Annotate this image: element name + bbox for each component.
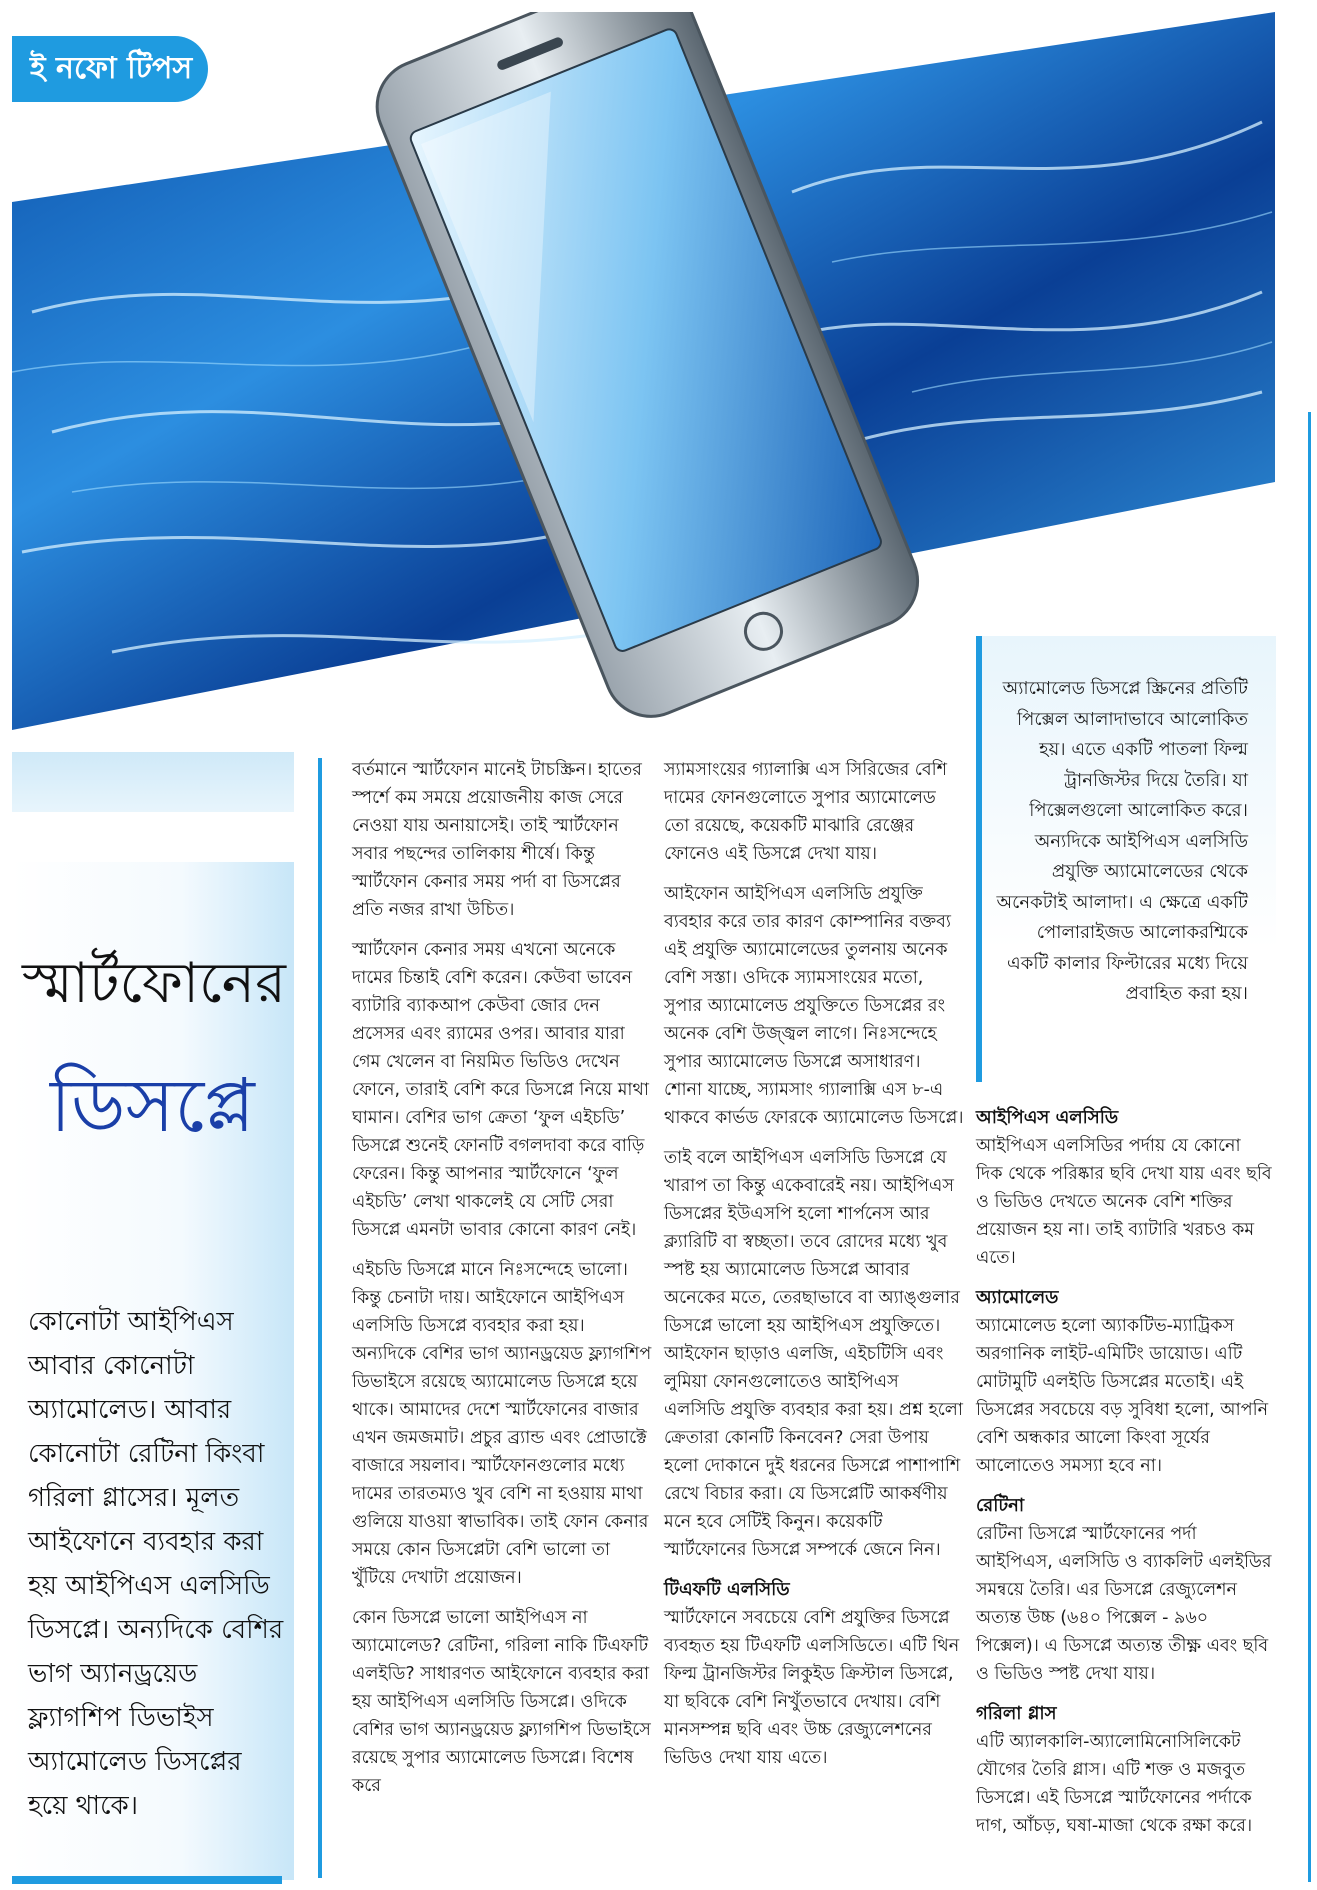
paragraph: তাই বলে আইপিএস এলসিডি ডিসপ্লে যে খারাপ তা কিন্তু একেবারেই নয়। আইপিএস ডিসপ্লের ইউএসপি হলো শার্পনেস আর ক্ল্যারিটি বা স্বচ্ছতা। তবে রোদের মধ্যে খুব স্পষ্ট হয় অ্যামোলেড ডিসপ্লে আবার অনেকের মতে, তেরছাভাবে বা অ্যাঙ্গুলার ডিসপ্লে ভালো হয় আইপিএস প্রযুক্তিতে। আইফোন ছাড়াও এলজি, এইচটিসি এবং লুমিয়া ফোনগুলোতেও আইপিএস এলসিডি প্রযুক্তি ব্যবহার করা হয়। প্রশ্ন হলো ক্রেতারা কোনটি কিনবেন? সেরা উপায় হলো দোকানে দুই ধরনের ডিসপ্লে পাশাপাশি রেখে বিচার করা। যে ডিসপ্লেটি আকর্ষণীয় মনে হবে সেটিই কিনুন। কয়েকটি স্মার্টফোনের ডিসপ্লে সম্পর্কে জেনে নিন। — [664, 1148, 963, 1560]
section-badge: ই নফো টিপস — [12, 36, 208, 102]
subheading-tft: টিএফটি এলসিডি — [664, 1579, 790, 1600]
subheading-retina: রেটিনা — [976, 1495, 1025, 1516]
column-divider — [318, 758, 322, 1878]
subheading-gorilla: গরিলা গ্লাস — [976, 1703, 1057, 1724]
intro-text: কোনোটা আইপিএস আবার কোনোটা অ্যামোলেড। আবার কোনোটা রেটিনা কিংবা গরিলা গ্লাসের। মূলত আইফোনে ব্যবহার করা হয় আইপিএস এলসিডি ডিসপ্লে। অন্যদিকে বেশির ভাগ অ্যানড্রয়েড ফ্ল্যাগশিপ ডিভাইস অ্যামোলেড ডিসপ্লের হয়ে থাকে। — [28, 1307, 284, 1821]
paragraph: এটি অ্যালকালি-অ্যালোমিনোসিলিকেট যৌগের তৈরি গ্লাস। এটি শক্ত ও মজবুত ডিসপ্লে। এই ডিসপ্লে স্মার্টফোনের পর্দাকে দাগ, আঁচড়, ঘষা-মাজা থেকে রক্ষা করে। — [976, 1732, 1253, 1836]
paragraph: কোন ডিসপ্লে ভালো আইপিএস না অ্যামোলেড? রেটিনা, গরিলা নাকি টিএফটি এলইডি? সাধারণত আইফোনে ব্যবহার করা হয় আইপিএস এলসিডি ডিসপ্লে। ওদিকে বেশির ভাগ অ্যানড্রয়েড ফ্ল্যাগশিপ ডিভাইসে রয়েছে সুপার অ্যামোলেড ডিসপ্লে। বিশেষ করে — [352, 1608, 651, 1796]
paragraph: এইচডি ডিসপ্লে মানে নিঃসন্দেহে ভালো। কিন্তু চেনাটা দায়। আইফোনে আইপিএস এলসিডি ডিসপ্লে ব্যবহার করা হয়। অন্যদিকে বেশির ভাগ অ্যানড্রয়েড ফ্ল্যাগশিপ ডিভাইসে রয়েছে অ্যামোলেড ডিসপ্লে হয়ে থাকে। আমাদের দেশে স্মার্টফোনের বাজার এখন জমজমাট। প্রচুর ব্র্যান্ড এবং প্রোডাক্টে বাজারে সয়লাব। স্মার্টফোনগুলোর মধ্যে দামের তারতম্যও খুব বেশি না হওয়ায় মাথা গুলিয়ে যাওয়া স্বাভাবিক। তাই ফোন কেনার সময়ে কোন ডিসপ্লেটা বেশি ভালো তা খুঁটিয়ে দেখাটা প্রয়োজন। — [352, 1260, 652, 1588]
article-column-3 — [976, 1100, 1272, 1852]
callout-text: অ্যামোলেড ডিসপ্লে স্ক্রিনের প্রতিটি পিক্সেল আলাদাভাবে আলোকিত হয়। এতে একটি পাতলা ফিল্ম ট্রানজিস্টর দিয়ে তৈরি। যা পিক্সেলগুলো আলোকিত করে। অন্যদিকে আইপিএস এলসিডি প্রযুক্তি অ্যামোলেডের থেকে অনেকটাই আলাদা। এ ক্ষেত্রে একটি পোলারাইজড আলোকরশ্মিকে একটি কালার ফিল্টারের মধ্যে দিয়ে প্রবাহিত করা হয়। — [996, 678, 1248, 1004]
article-column-1 — [352, 756, 654, 1812]
right-edge-rule — [1308, 412, 1311, 1882]
headline-line-1: স্মার্টফোনের — [22, 951, 286, 1016]
paragraph: বর্তমানে স্মার্টফোন মানেই টাচস্ক্রিন। হাতের স্পর্শে কম সময়ে প্রয়োজনীয় কাজ সেরে নেওয়া যায় অনায়াসেই। তাই স্মার্টফোন সবার পছন্দের তালিকায় শীর্ষে। কিন্তু স্মার্টফোন কেনার সময় পর্দা বা ডিসপ্লের প্রতি নজর রাখা উচিত। — [352, 760, 642, 920]
article-column-2 — [664, 756, 964, 1784]
paragraph: আইপিএস এলসিডির পর্দায় যে কোনো দিক থেকে পরিষ্কার ছবি দেখা যায় এবং ছবি ও ভিডিও দেখতে অনেক বেশি শক্তির প্রয়োজন হয় না। তাই ব্যাটারি খরচও কম এতে। — [976, 1136, 1272, 1268]
hero-banner — [12, 12, 1275, 730]
headline-line-2: ডিসপ্লে — [50, 1063, 255, 1149]
paragraph: আইফোন আইপিএস এলসিডি প্রযুক্তি ব্যবহার করে তার কারণ কোম্পানির বক্তব্য এই প্রযুক্তি অ্যামোলেডের তুলনায় অনেক বেশি সস্তা। ওদিকে স্যামসাংয়ের মতো, সুপার অ্যামোলেড প্রযুক্তিতে ডিসপ্লের রং অনেক বেশি উজ্জ্বল লাগে। নিঃসন্দেহে সুপার অ্যামোলেড ডিসপ্লে অসাধারণ। শোনা যাচ্ছে, স্যামসাং গ্যালাক্সি এস ৮-এ থাকবে কার্ভড ফোরকে অ্যামোলেড ডিসপ্লে। — [664, 884, 964, 1128]
paragraph: স্যামসাংয়ের গ্যালাক্সি এস সিরিজের বেশি দামের ফোনগুলোতে সুপার অ্যামোলেড তো রয়েছে, কয়েকটি মাঝারি রেঞ্জের ফোনেও এই ডিসপ্লে দেখা যায়। — [664, 760, 947, 864]
paragraph: অ্যামোলেড হলো অ্যাকটিভ-ম্যাট্রিকস অরগানিক লাইট-এমিটিং ডায়োড। এটি মোটামুটি এলইডি ডিসপ্লের মতোই। এই ডিসপ্লের সবচেয়ে বড় সুবিধা হলো, আপনি বেশি অন্ধকার আলো কিংবা সূর্যের আলোতেও সমস্যা হবে না। — [976, 1316, 1269, 1476]
paragraph: স্মার্টফোনে সবচেয়ে বেশি প্রযুক্তির ডিসপ্লে ব্যবহৃত হয় টিএফটি এলসিডিতে। এটি থিন ফিল্ম ট্রানজিস্টর লিকুইড ক্রিস্টাল ডিসপ্লে, যা ছবিকে বেশি নিখুঁতভাবে দেখায়। বেশি মানসম্পন্ন ছবি এবং উচ্চ রেজ্যুলেশনের ভিডিও দেখা যায় এতে। — [664, 1608, 960, 1768]
paragraph: রেটিনা ডিসপ্লে স্মার্টফোনের পর্দা আইপিএস, এলসিডি ও ব্যাকলিট এলইডির সমন্বয়ে তৈরি। এর ডিসপ্লে রেজ্যুলেশন অত্যন্ত উচ্চ (৬৪০ পিক্সেল - ৯৬০ পিক্সেল)। এ ডিসপ্লে অত্যন্ত তীক্ষ্ণ এবং ছবি ও ভিডিও স্পষ্ট দেখা যায়। — [976, 1524, 1272, 1684]
callout-accent-bar — [976, 636, 982, 1082]
paragraph: স্মার্টফোন কেনার সময় এখনো অনেকে দামের চিন্তাই বেশি করেন। কেউবা ভাবেন ব্যাটারি ব্যাকআপ কেউবা জোর দেন প্রসেসর এবং র‍্যামের ওপর। আবার যারা গেম খেলেন বা নিয়মিত ভিডিও দেখেন ফোনে, তারাই বেশি করে ডিসপ্লে নিয়ে মাথা ঘামান। বেশির ভাগ ক্রেতা ‘ফুল এইচডি’ ডিসপ্লে শুনেই ফোনটি বগলদাবা করে বাড়ি ফেরেন। কিন্তু আপনার স্মার্টফোনে ‘ফুল এইচডি’ লেখা থাকলেই যে সেটি সেরা ডিসপ্লে এমনটা ভাবার কোনো কারণ নেই। — [352, 940, 649, 1240]
smartphone-illustration-icon — [12, 12, 1275, 730]
subheading-ips: আইপিএস এলসিডি — [976, 1107, 1119, 1128]
bottom-rule — [12, 1876, 282, 1884]
left-decorative-strip — [12, 752, 294, 812]
subheading-amoled: অ্যামোলেড — [976, 1287, 1059, 1308]
